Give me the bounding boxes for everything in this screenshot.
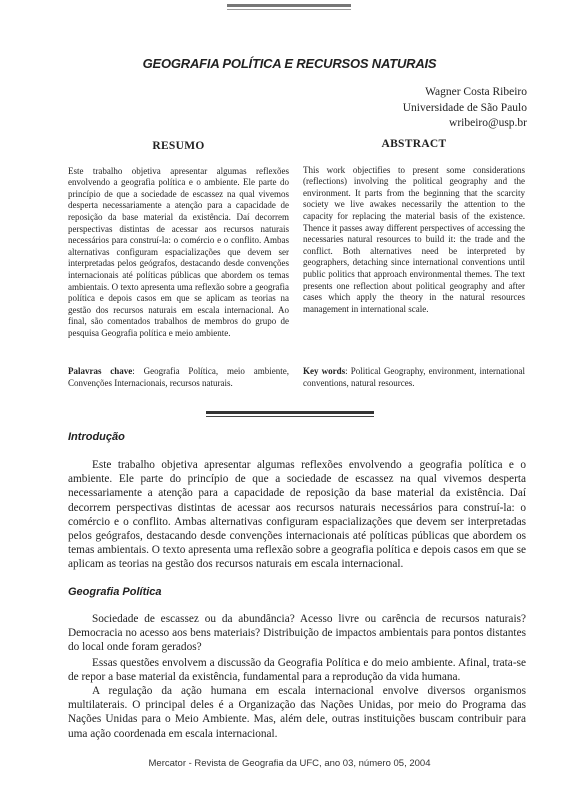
abstract-text: This work objectifies to present some considerations (reflections) involving the political geography and the environment. It parts from the beginning that the scarcity society we live awakes necessarily the attention to the capacity for replacing the material basis of the existence. Thence it passes away different perspectives of accessing the necessaries natural resources to build it: the trade and the conflict. Both alternatives need be interpreted by geographers, detaching since international conventions until public politics that approach environmental themes. The text presents one reflection about political geography and after cases which apply the theory in the natural resources management in international scale.	[303, 164, 525, 314]
section-divider	[206, 411, 374, 414]
resumo-text: Este trabalho objetiva apresentar algumas reflexões envolvendo a geografia política e o ambiente. Ele parte do princípio de que a sociedade de escassez na qual vivemos desperta necessariamente a atenção para a capacidade de reposição da base material da existência. Daí decorrem perspectivas distintas de acessar aos recursos naturais necessários para construí-la: o comércio e o conflito. Ambas alternativas configuram espacializações que devem ser interpretadas pelos geógrafos, destacando desde convenções internacionais até políticas públicas que abordem os temas ambientais. O texto apresenta uma reflexão sobre a geografia política e depois casos em que se aplicam as teorias na gestão dos recursos naturais em escala internacional. Ao final, são comentados trabalhos de membros do grupo de pesquisa Geografia política e meio ambiente.	[68, 165, 289, 338]
resumo-column	[68, 141, 289, 340]
abstract-keywords	[303, 365, 525, 389]
resumo-keywords	[68, 365, 289, 389]
resumo-keywords-label: Palavras chave	[68, 366, 133, 376]
intro-heading: Introdução	[68, 431, 125, 443]
resumo-heading: RESUMO	[152, 140, 205, 152]
geo-politica-paragraph-2: Essas questões envolvem a discussão da Geografia Política e do meio ambiente. Afinal, trata-se de repor a base material da existência, fundamental para a reprodução da vida humana.	[68, 657, 526, 684]
abstract-keywords-label: Key words	[303, 366, 346, 376]
geo-politica-heading: Geografia Política	[68, 586, 162, 598]
article-title: GEOGRAFIA POLÍTICA E RECURSOS NATURAIS	[142, 56, 437, 71]
top-rule	[227, 4, 351, 7]
intro-paragraph: Este trabalho objetiva apresentar algumas reflexões envolvendo a geografia política e o ambiente. Ele parte do princípio de que a sociedade de escassez na qual vivemos desperta necessariamente a atenção para a capacidade de reposição da base material da existência. Daí decorrem perspectivas distintas de acessar aos recursos naturais necessários para construí-la: o comércio e o conflito. Ambas alternativas configuram espacializações que devem ser interpretadas pelos geógrafos, destacando desde convenções internacionais até políticas públicas que abordem os temas ambientais. O texto apresenta uma reflexão sobre a geografia política e depois casos em que se aplicam as teorias na gestão dos recursos naturais em escala internacional.	[68, 459, 526, 571]
geo-politica-paragraph-1: Sociedade de escassez ou da abundância? Acesso livre ou carência de recursos naturais? Democracia no acesso aos bens materiais? Distribuição de impactos ambientais para pontos distantes do local onde foram gerados?	[68, 613, 526, 654]
geo-politica-paragraph-3: A regulação da ação humana em escala internacional envolve diversos organismos multilaterais. O principal deles é a Organização das Nações Unidas, por meio do Programa das Nações Unidas para o Meio Ambiente. Mas, além dele, outras instituições buscam contribuir para uma ação coordenada em escala internacional.	[68, 685, 526, 740]
top-rule-thin	[227, 9, 351, 10]
section-divider-thin	[206, 416, 374, 417]
abstract-heading: ABSTRACT	[381, 138, 447, 150]
resumo-keywords-text: : Geografia Política, meio ambiente, Convenções Internacionais, recursos naturais.	[68, 366, 289, 388]
abstract-column	[303, 139, 525, 315]
author-affiliation: Universidade de São Paulo	[402, 101, 527, 114]
author-block	[403, 85, 527, 132]
abstract-keywords-text: : Political Geography, environment, international conventions, natural resources.	[303, 366, 525, 388]
author-name: Wagner Costa Ribeiro	[425, 86, 527, 98]
page-footer: Mercator - Revista de Geografia da UFC, ano 03, número 05, 2004	[148, 758, 431, 769]
author-email: wribeiro@usp.br	[449, 117, 527, 129]
